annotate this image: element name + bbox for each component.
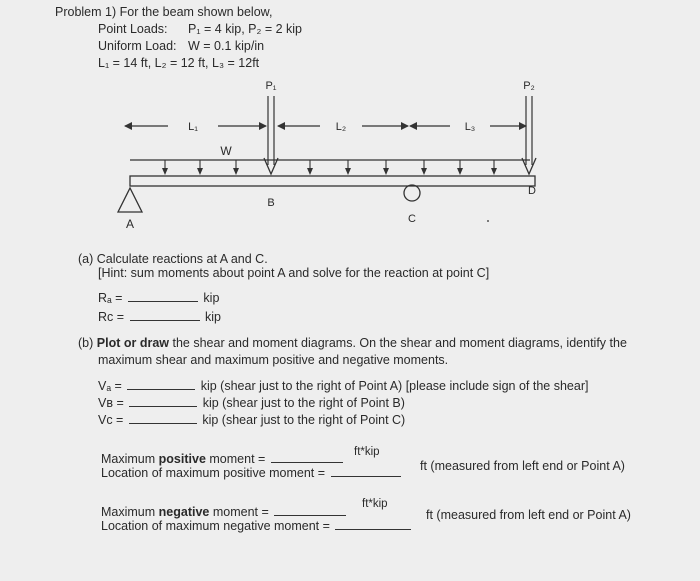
label-c: C — [408, 213, 416, 225]
max-neg-post: moment = — [212, 505, 269, 519]
lengths-text: L₁ = 14 ft, L₂ = 12 ft, L₃ = 12ft — [98, 56, 260, 70]
label-l2: L₂ — [335, 121, 347, 133]
loc-pos-label: Location of maximum positive moment = — [101, 466, 326, 480]
max-neg-pre: Maximum — [101, 505, 156, 519]
rc-answer-blank[interactable] — [130, 320, 200, 321]
label-b: B — [267, 197, 275, 209]
vc-text: kip (shear just to the right of Point C) — [202, 413, 406, 427]
max-positive-moment-blank[interactable] — [271, 462, 343, 463]
udl-arrow-head — [233, 168, 239, 175]
part-b-line1 — [78, 336, 627, 351]
vc-row — [98, 413, 405, 428]
udl-arrow-head — [197, 168, 203, 175]
problem-heading: Problem 1) For the beam shown below, — [55, 5, 273, 19]
loc-positive-row — [101, 466, 403, 481]
loc-negative-row — [101, 519, 413, 534]
beam — [130, 176, 535, 186]
label-d: D — [528, 185, 536, 197]
part-b-line2: maximum shear and maximum positive and negative moments. — [98, 353, 449, 367]
udl-arrow-head — [307, 168, 313, 175]
loc-positive-blank[interactable] — [331, 476, 401, 477]
uniform-load-value: W = 0.1 kip/in — [188, 39, 265, 53]
udl-arrow-head — [457, 168, 463, 175]
label-a: A — [125, 217, 135, 231]
vb-row — [98, 396, 405, 411]
point-loads-label: Point Loads: — [98, 22, 168, 36]
max-pos-post: moment = — [209, 452, 266, 466]
udl-arrow-head — [162, 168, 168, 175]
max-neg-unit: ft*kip — [362, 498, 388, 510]
max-pos-pre: Maximum — [101, 452, 156, 466]
udl-arrow-head — [383, 168, 389, 175]
ra-row — [98, 291, 219, 306]
loc-negative-blank[interactable] — [335, 529, 411, 530]
point-load-p1 — [264, 96, 278, 174]
part-a-line1: (a) Calculate reactions at A and C. — [78, 252, 268, 266]
uniform-load-label: Uniform Load: — [98, 39, 177, 53]
vb-label: Vʙ = — [98, 396, 124, 410]
label-l1: L₁ — [188, 121, 198, 133]
vc-answer-blank[interactable] — [129, 423, 197, 424]
point-load-p2 — [522, 96, 536, 174]
roller-support-c — [404, 185, 420, 201]
part-b-line1-rest: the shear and moment diagrams. On the shear and moment diagrams, identify the — [172, 336, 627, 350]
max-positive-row — [101, 452, 345, 467]
va-text: kip (shear just to the right of Point A) [please include sign of the shear] — [200, 379, 589, 393]
max-pos-bold: positive — [158, 452, 206, 466]
loc-neg-label: Location of maximum negative moment = — [101, 519, 330, 533]
pin-support-a — [118, 188, 142, 212]
label-p2: P₂ — [523, 80, 535, 92]
max-negative-row — [101, 505, 348, 520]
label-p1: P₁ — [265, 80, 277, 92]
ra-unit: kip — [203, 291, 220, 305]
distributed-load-arrows — [162, 160, 497, 175]
ra-answer-blank[interactable] — [128, 301, 198, 302]
rc-label: Rᴄ = — [98, 310, 125, 324]
udl-arrow-head — [421, 168, 427, 175]
loc-neg-unit: ft (measured from left end or Point A) — [426, 508, 631, 522]
va-label: Vₐ = — [98, 379, 122, 393]
rc-row — [98, 310, 221, 325]
ra-label: Rₐ = — [98, 291, 123, 305]
max-negative-moment-blank[interactable] — [274, 515, 346, 516]
va-row — [98, 379, 588, 394]
vb-answer-blank[interactable] — [129, 406, 197, 407]
label-l3: L₃ — [464, 121, 476, 133]
stray-dot — [487, 220, 489, 222]
label-w: W — [220, 144, 232, 158]
vc-label: Vᴄ = — [98, 413, 124, 427]
udl-arrow-head — [491, 168, 497, 175]
max-pos-unit: ft*kip — [354, 446, 380, 458]
va-answer-blank[interactable] — [127, 389, 195, 390]
rc-unit: kip — [205, 310, 222, 324]
part-a-hint: [Hint: sum moments about point A and solve for the reaction at point C] — [98, 266, 490, 280]
udl-arrow-head — [345, 168, 351, 175]
point-loads-value: P₁ = 4 kip, P₂ = 2 kip — [188, 22, 302, 36]
part-b-prefix: (b) — [78, 336, 94, 350]
loc-pos-unit: ft (measured from left end or Point A) — [420, 459, 625, 473]
vb-text: kip (shear just to the right of Point B) — [202, 396, 405, 410]
part-b-bold: Plot or draw — [96, 336, 169, 350]
max-neg-bold: negative — [158, 505, 210, 519]
